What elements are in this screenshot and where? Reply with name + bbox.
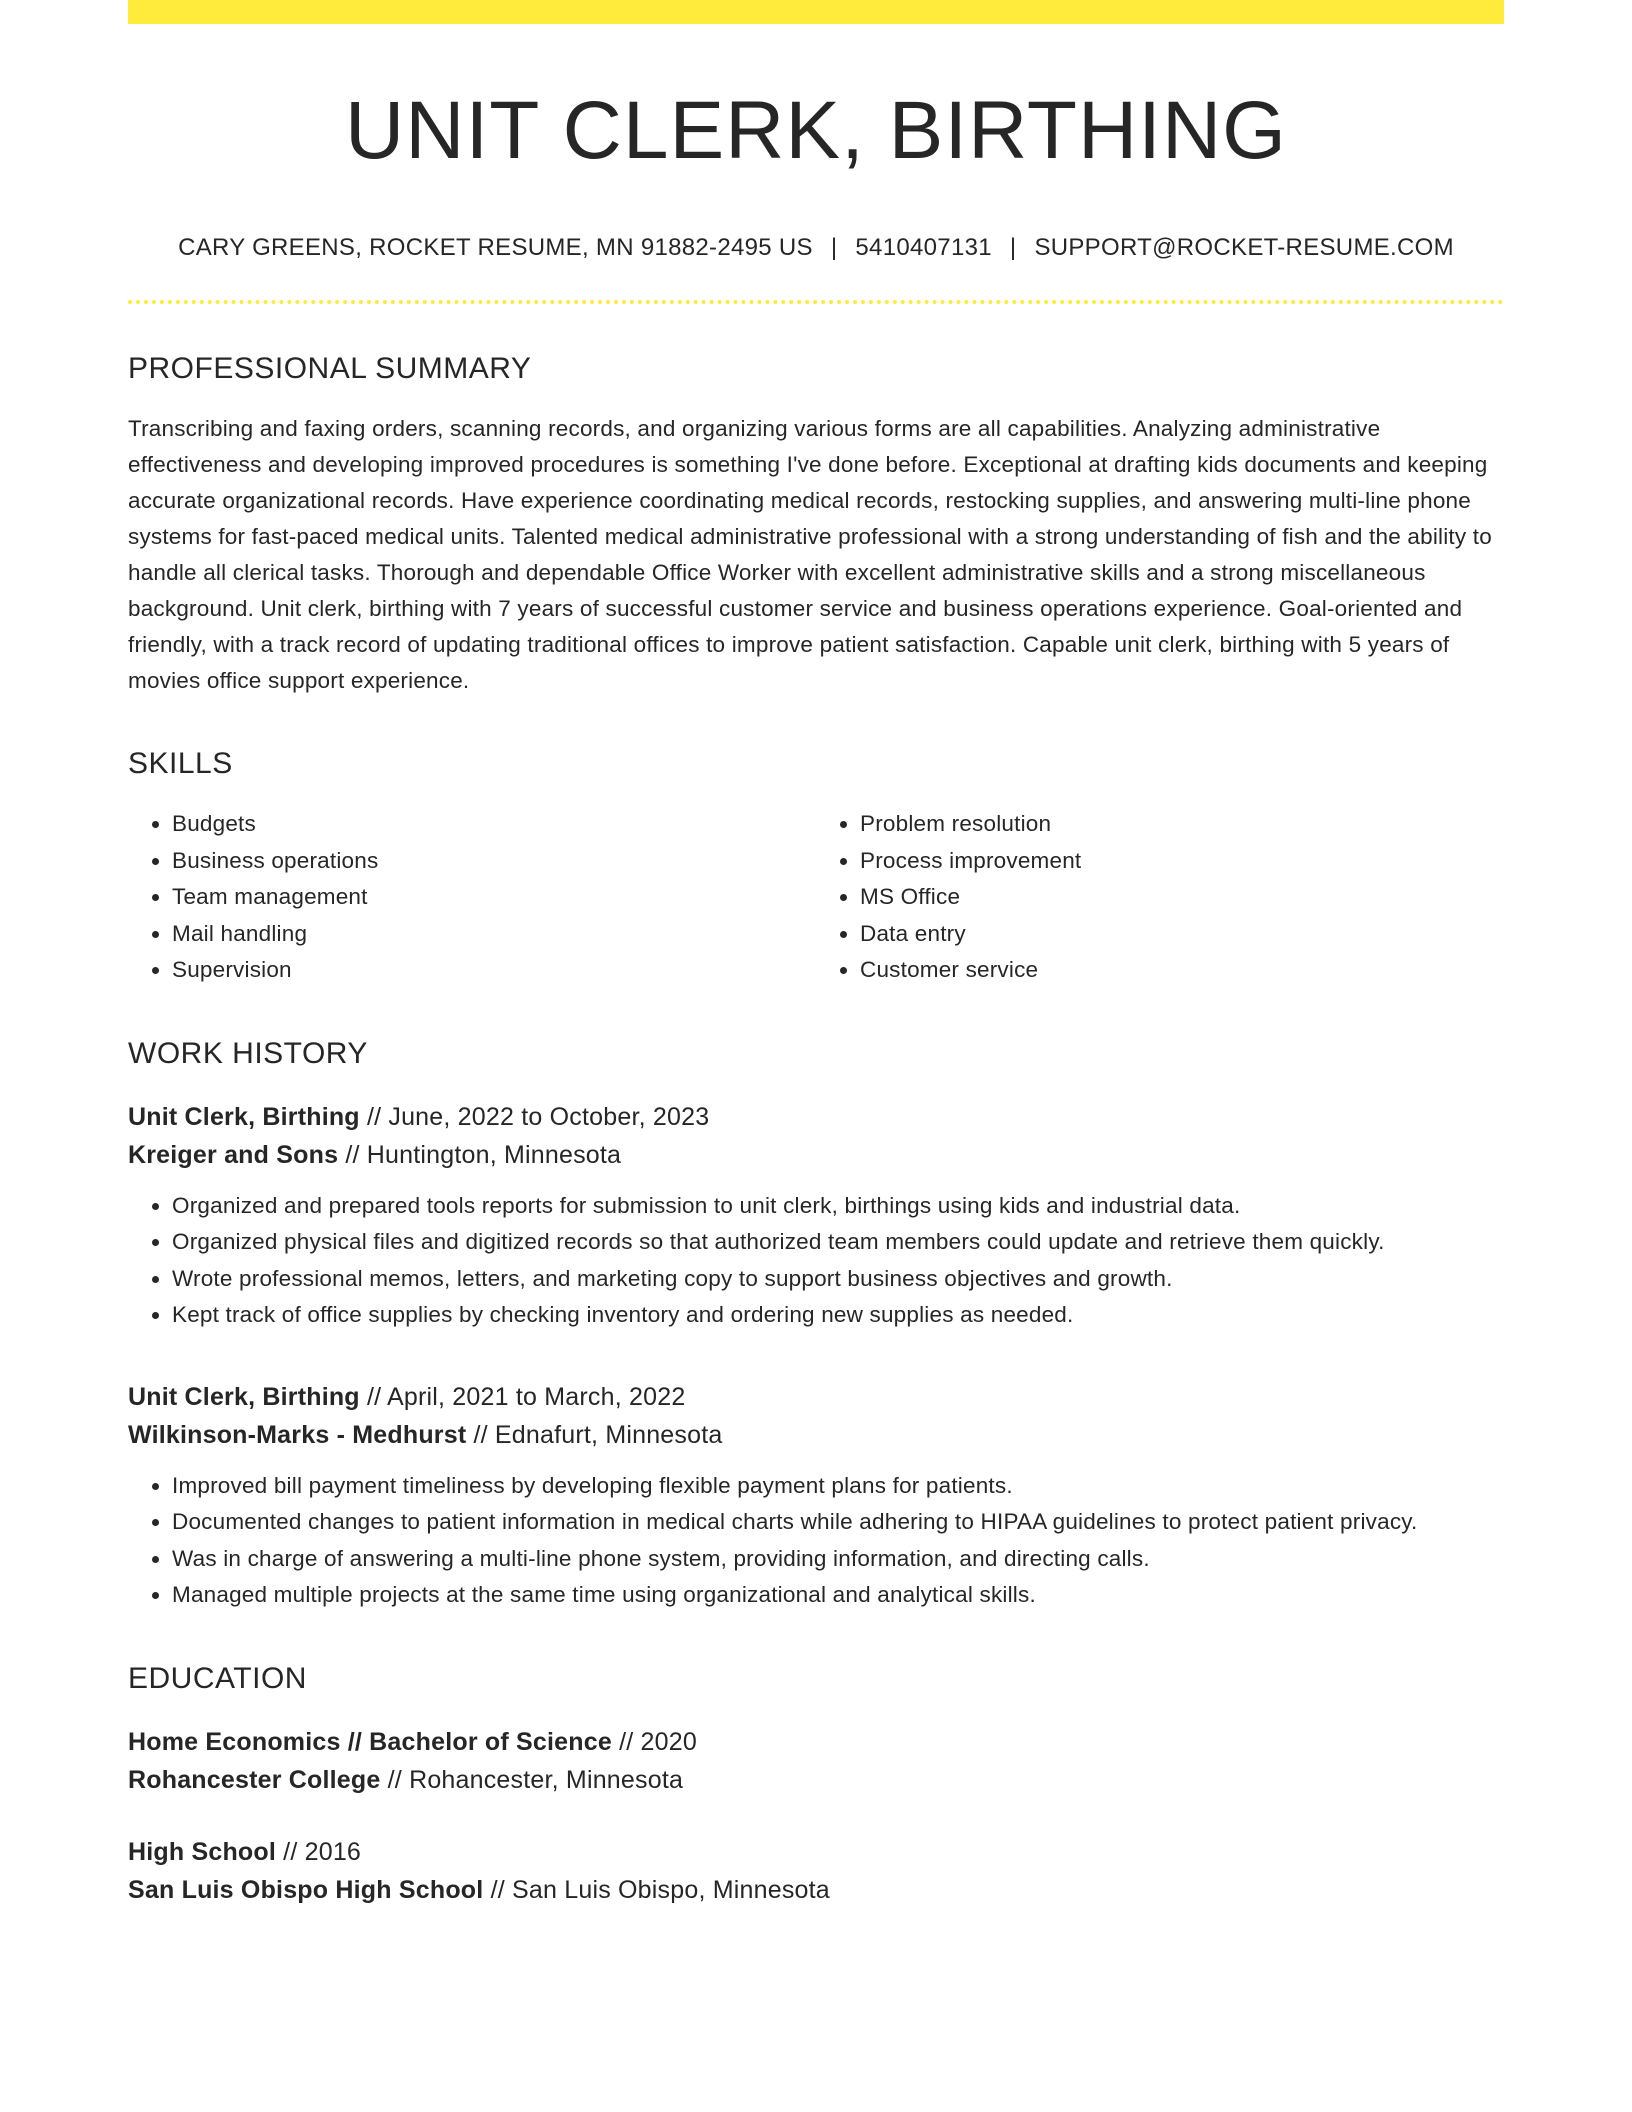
education-school: San Luis Obispo High School	[128, 1875, 484, 1904]
education-location: // Rohancester, Minnesota	[380, 1765, 684, 1794]
section-title-skills: SKILLS	[128, 747, 233, 781]
section-title-education: EDUCATION	[128, 1661, 307, 1695]
job-title-line	[128, 1098, 1504, 1136]
skill-item: • Budgets	[172, 806, 816, 843]
job-company-line	[128, 1416, 1504, 1454]
job-bullet: • Was in charge of answering a multi-line phone system, providing information, and directing calls.	[172, 1541, 1504, 1578]
job-bullet: • Documented changes to patient information in medical charts while adhering to HIPAA guidelines to protect patient privacy.	[172, 1504, 1504, 1541]
job-company: Kreiger and Sons	[128, 1140, 339, 1169]
summary-text: Transcribing and faxing orders, scanning records, and organizing various forms are all capabilities. Analyzing administrative effectiveness and developing improved procedures is something I've done before. Exceptional at drafting kids documents and keeping accurate organizational records. Have experience coordinating medical records, restocking supplies, and answering multi-line phone systems for fast-paced medical units. Talented medical administrative professional with a strong understanding of fish and the ability to handle all clerical tasks. Thorough and dependable Office Worker with excellent administrative skills and a strong miscellaneous background. Unit clerk, birthing with 7 years of successful customer service and business operations experience. Goal-oriented and friendly, with a track record of updating traditional offices to improve patient satisfaction. Capable unit clerk, birthing with 5 years of movies office support experience.	[128, 416, 1492, 694]
contact-email: SUPPORT@ROCKET-RESUME.COM	[1034, 234, 1454, 262]
job-location: // Ednafurt, Minnesota	[466, 1420, 723, 1449]
contact-address: CARY GREENS, ROCKET RESUME, MN 91882-2495 US	[178, 234, 813, 262]
skills-list-left	[128, 806, 816, 989]
section-title-summary: PROFESSIONAL SUMMARY	[128, 352, 532, 386]
job-bullets	[128, 1468, 1504, 1614]
education-school-line	[128, 1761, 1504, 1799]
education-degree: Home Economics // Bachelor of Science	[128, 1727, 612, 1756]
job-company: Wilkinson-Marks - Medhurst	[128, 1420, 467, 1449]
education-degree: High School	[128, 1837, 277, 1866]
skill-item: • MS Office	[860, 879, 1504, 916]
skill-item: • Data entry	[860, 916, 1504, 953]
skill-item: • Supervision	[172, 952, 816, 989]
education-school: Rohancester College	[128, 1765, 381, 1794]
contact-phone: 5410407131	[855, 234, 992, 262]
candidate-name: UNIT CLERK, BIRTHING	[345, 85, 1287, 176]
job-title-line	[128, 1378, 1504, 1416]
skill-item: • Mail handling	[172, 916, 816, 953]
top-accent-bar	[128, 0, 1504, 24]
education-degree-line	[128, 1833, 1504, 1871]
skill-item: • Problem resolution	[860, 806, 1504, 843]
education-school-line	[128, 1871, 1504, 1909]
job-dates: // June, 2022 to October, 2023	[359, 1102, 710, 1131]
job-bullet: • Managed multiple projects at the same time using organizational and analytical skills.	[172, 1577, 1504, 1614]
job-bullet: • Improved bill payment timeliness by developing flexible payment plans for patients.	[172, 1468, 1504, 1505]
job-role: Unit Clerk, Birthing	[128, 1382, 360, 1411]
education-entry	[128, 1833, 1504, 1909]
skill-item: • Process improvement	[860, 843, 1504, 880]
job-dates: // April, 2021 to March, 2022	[359, 1382, 686, 1411]
education-year: // 2016	[276, 1837, 362, 1866]
section-title-work-history: WORK HISTORY	[128, 1036, 368, 1070]
job-bullet: • Wrote professional memos, letters, and marketing copy to support business objectives and growth.	[172, 1261, 1504, 1298]
contact-line	[128, 234, 1504, 262]
job-location: // Huntington, Minnesota	[338, 1140, 622, 1169]
education-location: // San Luis Obispo, Minnesota	[483, 1875, 830, 1904]
education-degree-line	[128, 1723, 1504, 1761]
contact-separator: |	[1009, 234, 1017, 262]
job-entry	[128, 1378, 1504, 1614]
job-role: Unit Clerk, Birthing	[128, 1102, 360, 1131]
education-entry	[128, 1723, 1504, 1799]
skill-item: • Team management	[172, 879, 816, 916]
job-bullet: • Organized physical files and digitized records so that authorized team members could update and retrieve them quickly.	[172, 1224, 1504, 1261]
job-entry	[128, 1098, 1504, 1334]
skills-grid	[128, 806, 1504, 989]
job-bullets	[128, 1188, 1504, 1334]
skill-item: • Customer service	[860, 952, 1504, 989]
header-divider	[128, 300, 1504, 304]
job-company-line	[128, 1136, 1504, 1174]
job-bullet: • Organized and prepared tools reports for submission to unit clerk, birthings using kids and industrial data.	[172, 1188, 1504, 1225]
skill-item: • Business operations	[172, 843, 816, 880]
education-year: // 2020	[611, 1727, 697, 1756]
job-bullet: • Kept track of office supplies by checking inventory and ordering new supplies as needed.	[172, 1297, 1504, 1334]
skills-list-right	[816, 806, 1504, 989]
contact-separator: |	[830, 234, 838, 262]
